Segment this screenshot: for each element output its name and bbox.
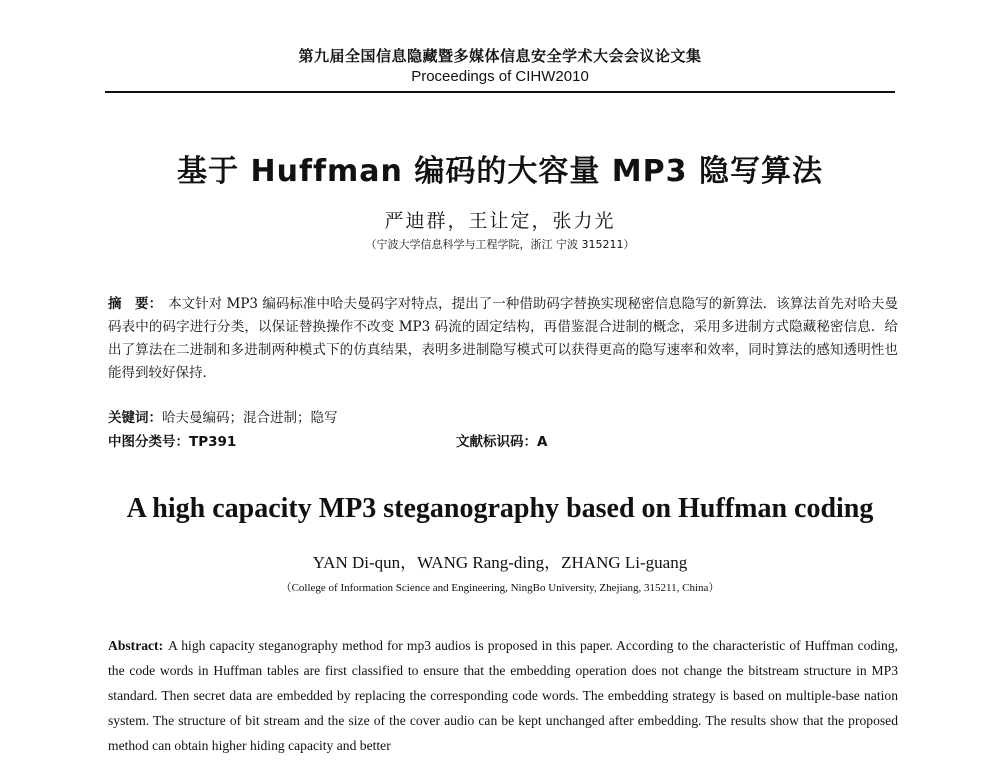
affiliation-en: （College of Information Science and Engineering, NingBo University, Zhejiang, 315211, China）	[280, 582, 720, 594]
abstract-cn-text: 本文针对 MP3 编码标准中哈夫曼码字对特点，提出了一种借助码字替换实现秘密信息隐写的新算法．该算法首先对哈夫曼码表中的码字进行分类，以保证替换操作不改变 MP3 码流的固定结构，再借鉴混合进制的概念，采用多进制方式隐藏秘密信息．给出了算法在二进制和多进制两种模式下的仿真结果，表明多进制隐写模式可以获得更高的隐写速率和效率，同时算法的感知透明性也能得到较好保持．	[108, 296, 899, 381]
clc-label: 中图分类号：	[108, 434, 189, 450]
doccode-label: 文献标识码：	[456, 434, 537, 450]
abstract-cn	[108, 293, 898, 385]
keywords-cn-label: 关键词：	[108, 410, 162, 426]
clc-value: TP391	[189, 434, 237, 450]
abstract-en	[108, 633, 898, 758]
document-code	[456, 430, 547, 450]
classification-row	[108, 430, 898, 452]
running-header-cn: 第九届全国信息隐藏暨多媒体信息安全学术大会会议论文集	[298, 47, 702, 65]
clc-number	[108, 430, 236, 450]
authors-en: YAN Di-qun，WANG Rang-ding，ZHANG Li-guang	[312, 553, 688, 572]
authors-cn: 严迪群，王让定，张力光	[384, 210, 616, 232]
paper-title-en: A high capacity MP3 steganography based on Huffman coding	[126, 493, 874, 524]
affiliation-cn: （宁波大学信息科学与工程学院，浙江 宁波 315211）	[365, 238, 635, 251]
keywords-cn	[108, 406, 338, 426]
running-header-en: Proceedings of CIHW2010	[411, 68, 589, 85]
doccode-value: A	[537, 434, 548, 450]
abstract-cn-label: 摘 要：	[108, 296, 163, 312]
abstract-en-text: A high capacity steganography method for mp3 audios is proposed in this paper. According to the characteristic of Huffman coding, the code words in Huffman tables are first classified to ensure that the embedding operation does not change the bitstream structure in MP3 standard. Then secret data are embedded by replacing the corresponding code words. The embedding strategy is based on multiple-base nation system. The structure of bit stream and the size of the cover audio can be kept unchanged after embedding. The results show that the proposed method can obtain higher hiding capacity and better	[108, 638, 898, 753]
header-rule	[105, 91, 895, 93]
abstract-en-label: Abstract:	[108, 638, 164, 653]
paper-title-cn: 基于 Huffman 编码的大容量 MP3 隐写算法	[177, 154, 823, 189]
keywords-cn-text: 哈夫曼编码；混合进制；隐写	[162, 410, 338, 426]
